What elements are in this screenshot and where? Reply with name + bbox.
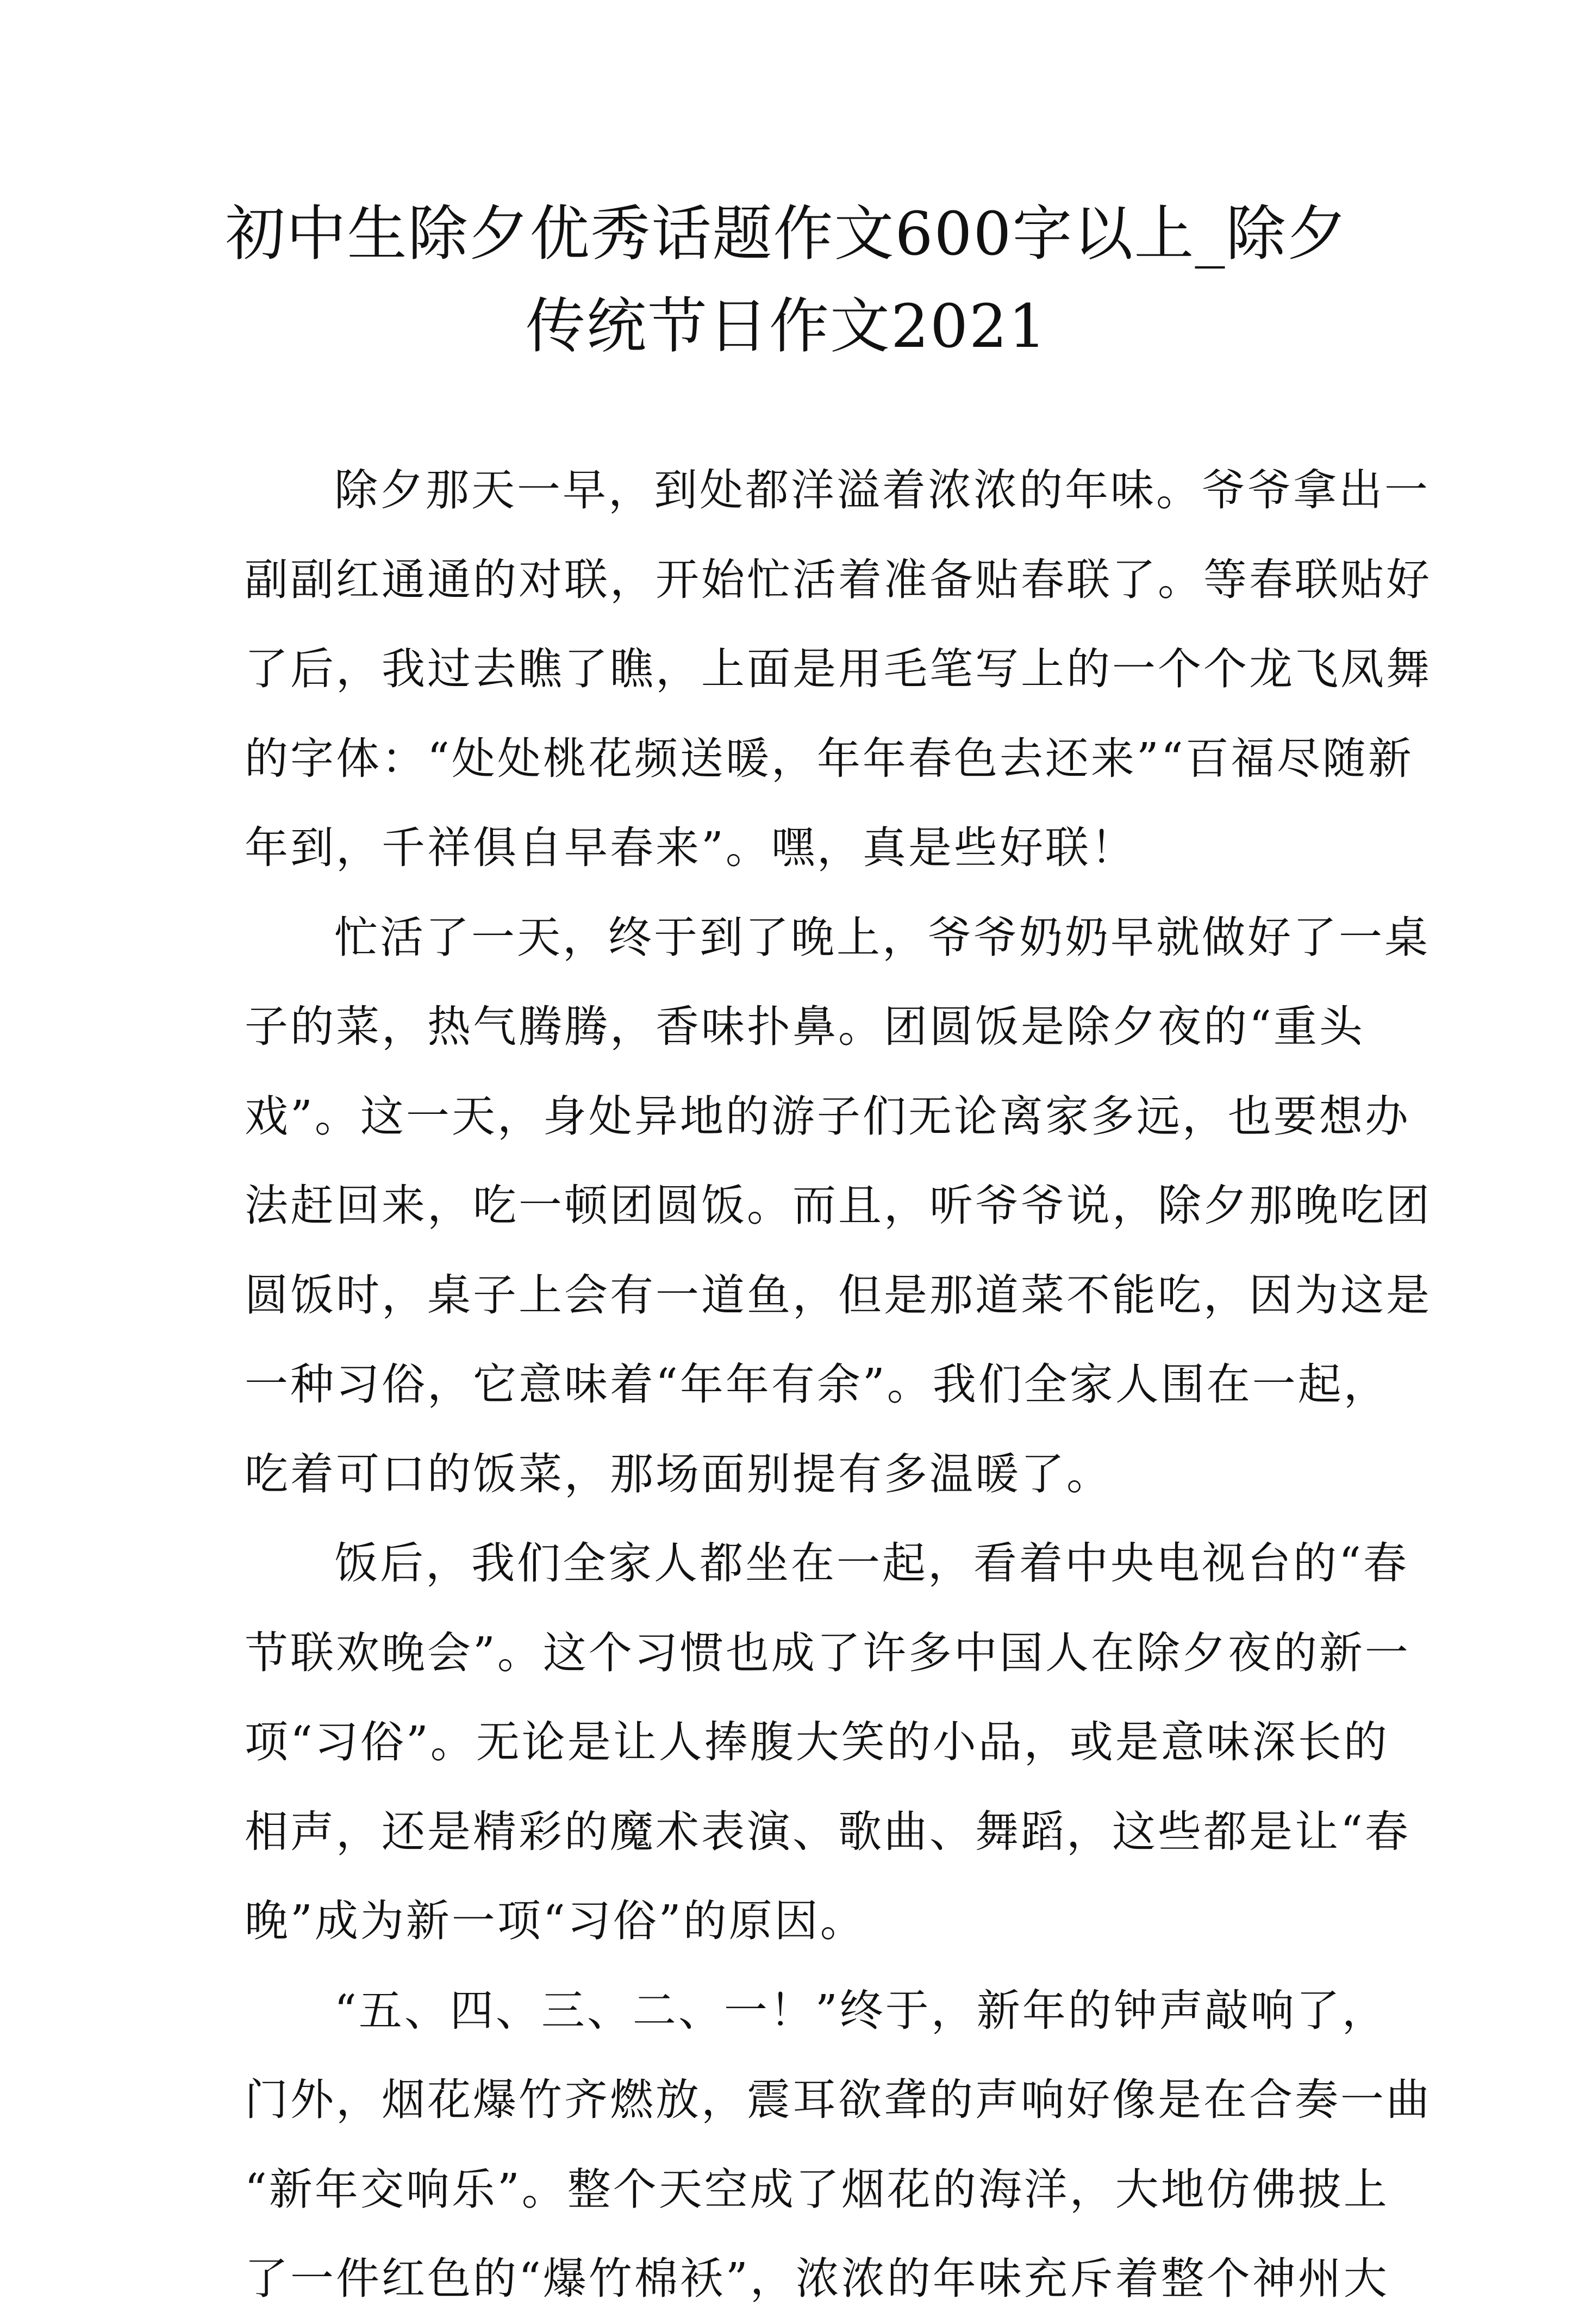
text-line: 除夕那天一早，到处都洋溢着浓浓的年味。爷爷拿出一 xyxy=(334,465,1430,515)
text-line: 相声，还是精彩的魔术表演、歌曲、舞蹈，这些都是让“春 xyxy=(245,1806,1410,1857)
text-line: 饭后，我们全家人都坐在一起，看着中央电视台的“春 xyxy=(334,1538,1409,1588)
essay-body xyxy=(245,446,1432,2324)
paragraph-3 xyxy=(245,1519,1410,1966)
paragraph-1 xyxy=(245,446,1432,893)
paragraph-2 xyxy=(245,893,1432,1519)
text-line: “新年交响乐”。整个天空成了烟花的海洋，大地仿佛披上 xyxy=(245,2164,1389,2215)
text-line: 子的菜，热气腾腾，香味扑鼻。团圆饭是除夕夜的“重头 xyxy=(245,1001,1365,1052)
text-line: 节联欢晚会”。这个习惯也成了许多中国人在除夕夜的新一 xyxy=(245,1627,1410,1678)
text-line: 一种习俗，它意味着“年年有余”。我们全家人围在一起， xyxy=(245,1359,1389,1410)
text-line: 戏”。这一天，身处异地的游子们无论离家多远，也要想办 xyxy=(245,1091,1410,1142)
text-line: 吃着可口的饭菜，那场面别提有多温暖了。 xyxy=(245,1448,1112,1499)
title-line: 传统节日作文2021 xyxy=(526,291,1047,361)
text-line: 的字体：“处处桃花频送暖，年年春色去还来”“百福尽随新 xyxy=(245,733,1414,784)
text-line: 副副红通通的对联，开始忙活着准备贴春联了。等春联贴好 xyxy=(245,554,1432,605)
text-line: 项“习俗”。无论是让人捧腹大笑的小品，或是意味深长的 xyxy=(245,1717,1389,1767)
document-title xyxy=(217,188,1356,372)
text-line: 忙活了一天，终于到了晚上，爷爷奶奶早就做好了一桌 xyxy=(334,912,1430,963)
paragraph-4 xyxy=(245,1966,1432,2324)
text-line: 年到，千祥俱自早春来”。嘿，真是些好联！ xyxy=(245,823,1137,873)
text-line: 了后，我过去瞧了瞧，上面是用毛笔写上的一个个龙飞凤舞 xyxy=(245,644,1432,694)
text-line: “五、四、三、二、一！”终于，新年的钟声敲响了， xyxy=(334,1985,1388,2036)
text-line: 法赶回来，吃一顿团圆饭。而且，听爷爷说，除夕那晚吃团 xyxy=(245,1180,1432,1231)
text-line: 门外，烟花爆竹齐燃放，震耳欲聋的声响好像是在合奏一曲 xyxy=(245,2074,1432,2125)
text-line: 了一件红色的“爆竹棉袄”，浓浓的年味充斥着整个神州大 xyxy=(245,2253,1389,2304)
text-line: 晚”成为新一项“习俗”的原因。 xyxy=(245,1896,866,1946)
title-line: 初中生除夕优秀话题作文600字以上_除夕 xyxy=(225,199,1348,269)
text-line: 圆饭时，桌子上会有一道鱼，但是那道菜不能吃，因为这是 xyxy=(245,1269,1432,1320)
